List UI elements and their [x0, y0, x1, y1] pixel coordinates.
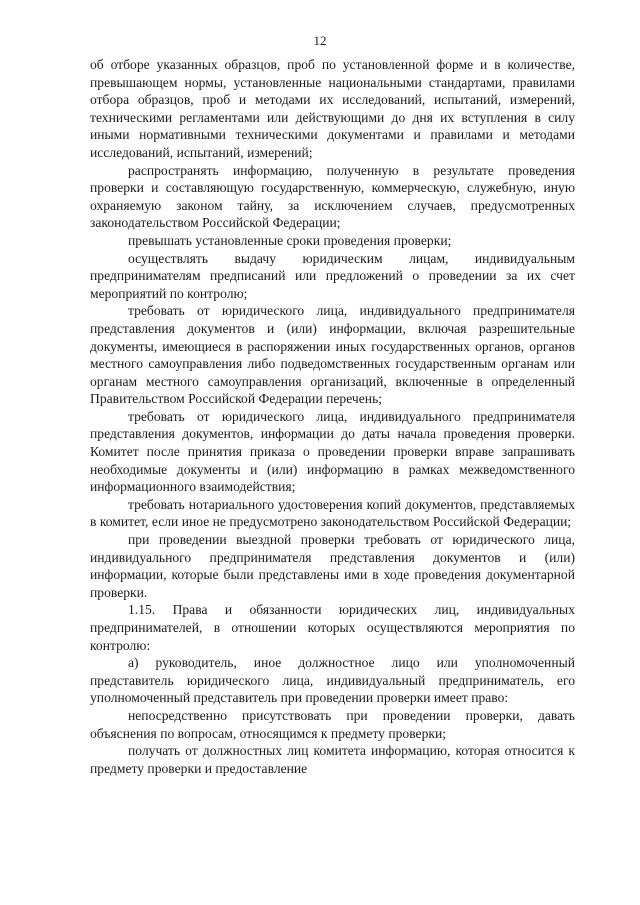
paragraph: об отборе указанных образцов, проб по установленной форме и в количестве, превышающем нормы, установленные национальными стандартами, правилами отбора образцов, проб и методами их исследований, испытаний, измерений, техническими регламентами или действующими до дня их вступления в силу иными нормативными техническими документами и правилами и методами исследований, испытаний, измерений;	[90, 57, 575, 160]
page-number: 12	[313, 33, 327, 48]
paragraph: непосредственно присутствовать при проведении проверки, давать объяснения по вопросам, относящимся к предмету проверки;	[90, 707, 575, 741]
paragraph: получать от должностных лиц комитета информацию, которая относится к предмету проверки и предоставление	[90, 743, 575, 776]
paragraph: требовать от юридического лица, индивидуального предпринимателя представления документов, информации до даты начала проведения проверки. Комитет после принятия приказа о проведении проверки вправе запрашивать необходимые документы и (или) информацию в рамках межведомственного информационного взаимодействия;	[90, 408, 575, 495]
paragraph: требовать от юридического лица, индивидуального предпринимателя представления документов и (или) информации, включая разрешительные документы, имеющиеся в распоряжении иных государственных органов, органов местного самоуправления либо подведомственных государственным органам или органам местного самоуправления организаций, включенные в определенный Правительством Российской Федерации перечень;	[90, 303, 575, 407]
paragraph: превышать установленные сроки проведения проверки;	[128, 232, 452, 248]
paragraph: а) руководитель, иное должностное лицо или уполномоченный представитель юридического лица, индивидуальный предприниматель, его уполномоченный представитель при проведении проверки имеет право:	[90, 655, 575, 706]
paragraph: распространять информацию, полученную в результате проведения проверки и составляющую государственную, коммерческую, служебную, иную охраняемую законом тайну, за исключением случаев, предусмотренных законодательством Российской Федерации;	[90, 162, 575, 231]
document-body	[90, 56, 575, 777]
paragraph: осуществлять выдачу юридическим лицам, индивидуальным предпринимателям предписаний или предложений о проведении за их счет мероприятий по контролю;	[90, 250, 575, 301]
paragraph: при проведении выездной проверки требовать от юридического лица, индивидуального предпринимателя представления документов и (или) информации, которые были представлены ими в ходе проведения документарной проверки.	[90, 532, 575, 600]
paragraph: требовать нотариального удостоверения копий документов, представляемых в комитет, если иное не предусмотрено законодательством Российской Федерации;	[90, 496, 575, 530]
section-heading-1-15: 1.15. Права и обязанности юридических лиц, индивидуальных предпринимателей, в отношении которых осуществляются мероприятия по контролю:	[90, 602, 575, 653]
